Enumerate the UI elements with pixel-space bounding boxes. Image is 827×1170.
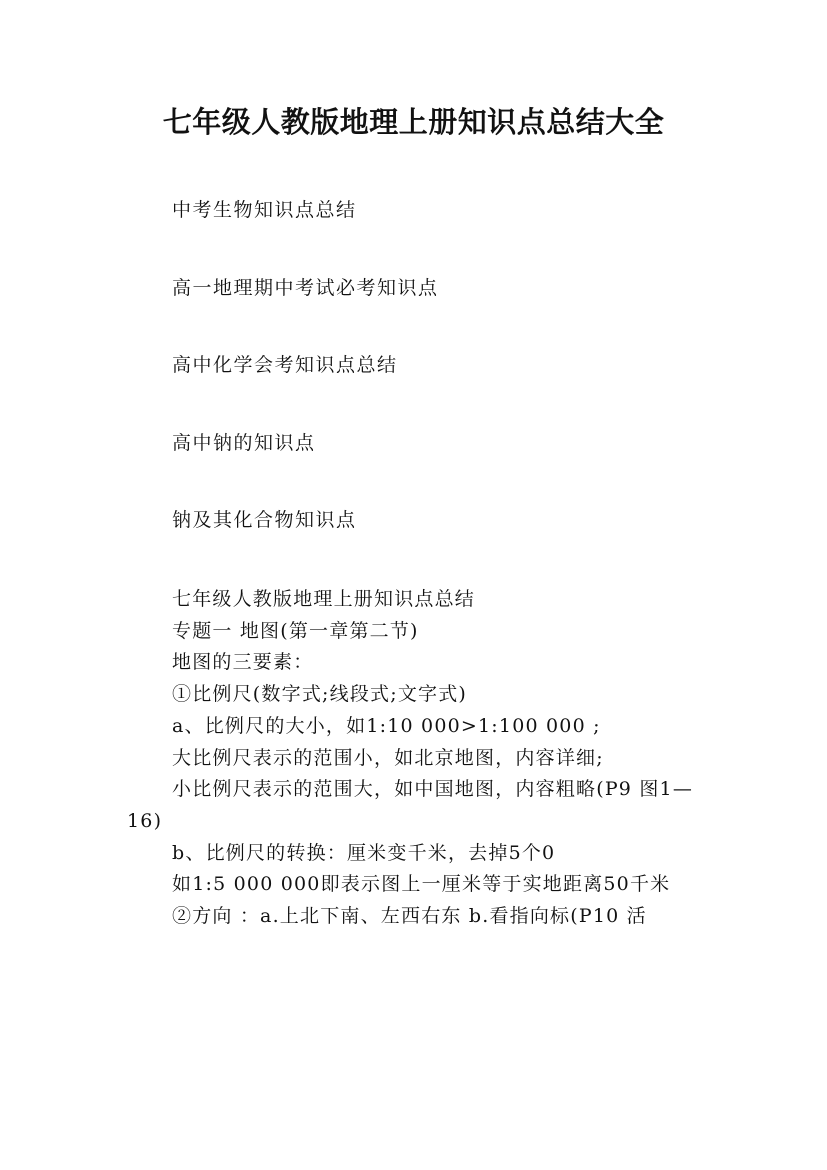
paragraph: 七年级人教版地理上册知识点总结 <box>172 588 476 610</box>
paragraph: 地图的三要素： <box>172 651 314 674</box>
document-body <box>127 584 707 933</box>
paragraph: 小比例尺表示的范围大，如中国地图，内容粗略(P9 图1—16) <box>127 778 694 832</box>
related-links-list <box>172 195 732 583</box>
related-link[interactable]: 高中化学会考知识点总结 <box>172 354 398 376</box>
related-link[interactable]: 高一地理期中考试必考知识点 <box>172 276 439 299</box>
related-link[interactable]: 高中钠的知识点 <box>172 431 316 454</box>
paragraph: 专题一 地图(第一章第二节) <box>172 619 419 642</box>
paragraph: b、比例尺的转换：厘米变千米，去掉5个0 <box>172 841 556 864</box>
paragraph: 如1:5 000 000即表示图上一厘米等于实地距离50千米 <box>172 873 671 896</box>
paragraph: ①比例尺(数字式;线段式;文字式) <box>172 683 468 706</box>
related-link[interactable]: 中考生物知识点总结 <box>172 199 357 221</box>
paragraph: ②方向 ：a.上北下南、左西右东 b.看指向标(P10 活 <box>172 905 647 928</box>
paragraph: a、比例尺的大小，如1:10 000>1:100 000 ; <box>172 714 601 737</box>
paragraph: 大比例尺表示的范围小，如北京地图，内容详细; <box>172 746 604 769</box>
document-title: 七年级人教版地理上册知识点总结大全 <box>162 105 665 139</box>
related-link[interactable]: 钠及其化合物知识点 <box>172 509 357 531</box>
